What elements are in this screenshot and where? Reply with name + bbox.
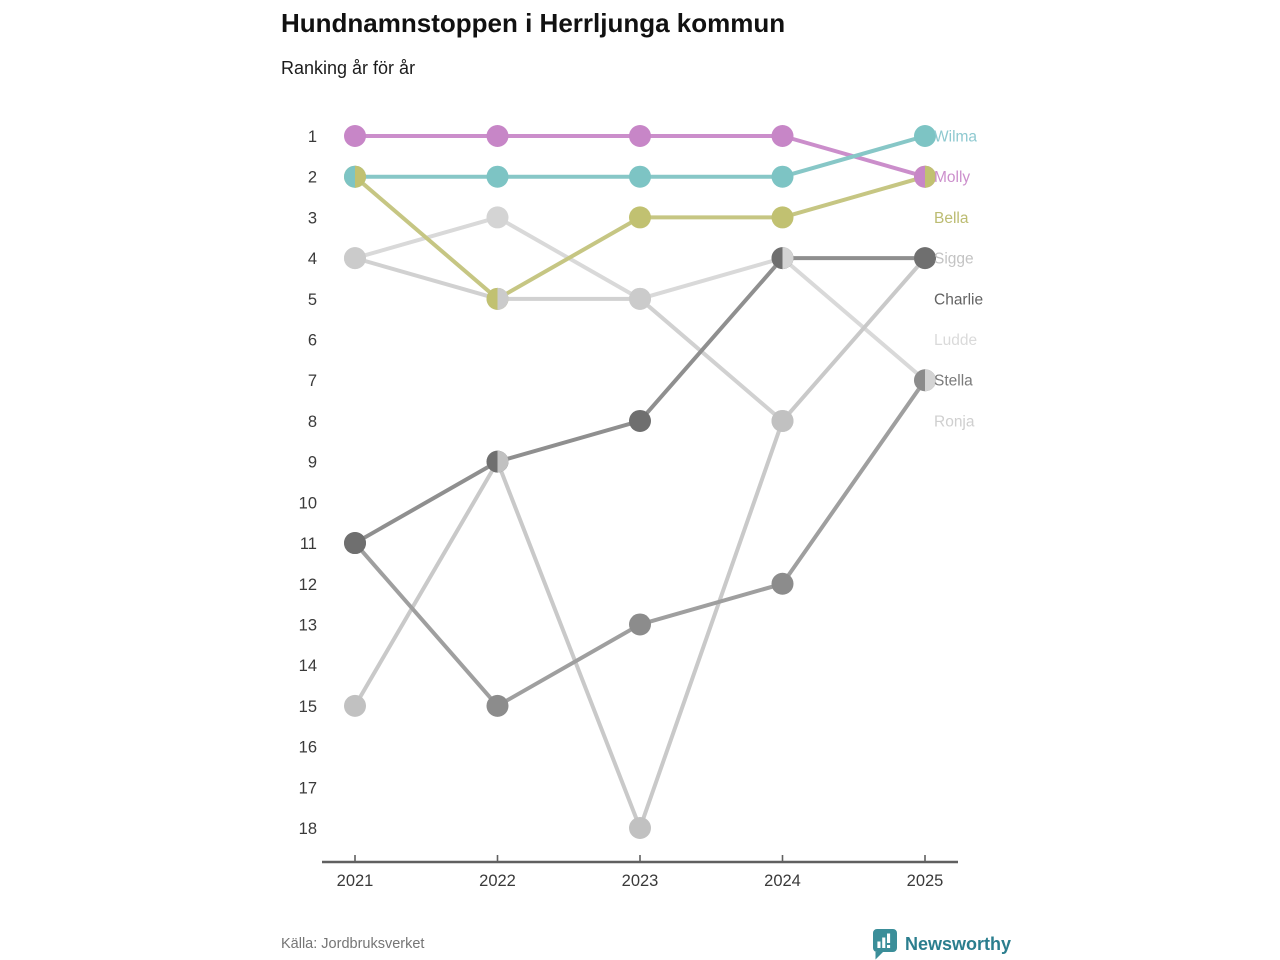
y-axis-tick-label: 7 [307, 372, 317, 391]
series-dot-sigge [772, 410, 794, 432]
series-dot-ludde [487, 206, 509, 228]
series-dot-molly [487, 125, 509, 147]
series-label-ludde: Ludde [934, 332, 978, 350]
series-label-wilma: Wilma [934, 128, 978, 146]
y-axis-tick-label: 11 [299, 535, 317, 554]
series-label-bella: Bella [934, 209, 969, 227]
tie-half-dot-sigge [498, 451, 509, 473]
series-dot-sigge [629, 817, 651, 839]
series-dot-ronja [344, 247, 366, 269]
series-dot-bella [772, 206, 794, 228]
series-dot-stella [772, 573, 794, 595]
series-dot-sigge [344, 695, 366, 717]
series-line-sigge [355, 258, 925, 828]
series-dot-wilma [487, 166, 509, 188]
series-label-stella: Stella [934, 372, 973, 390]
y-axis-tick-label: 2 [307, 168, 317, 187]
brand-name: Newsworthy [905, 934, 1012, 954]
y-axis-tick-label: 4 [307, 250, 317, 269]
series-label-molly: Molly [934, 169, 971, 187]
y-axis-tick-label: 18 [298, 820, 317, 839]
x-axis-tick-label: 2023 [621, 872, 659, 890]
y-axis-tick-label: 8 [307, 412, 317, 431]
y-axis-tick-label: 6 [307, 331, 317, 350]
y-axis-tick-label: 17 [298, 779, 317, 798]
series-dot-charlie [914, 247, 936, 269]
series-label-sigge: Sigge [934, 250, 974, 268]
series-label-ronja: Ronja [934, 413, 975, 431]
y-axis-tick-label: 15 [298, 697, 317, 716]
series-dot-wilma [914, 125, 936, 147]
series-dot-bella [629, 206, 651, 228]
series-dot-charlie [344, 532, 366, 554]
x-axis-tick-label: 2022 [479, 872, 516, 890]
series-line-ronja [355, 258, 783, 421]
x-axis-tick-label: 2024 [764, 872, 801, 890]
series-dot-stella [629, 613, 651, 635]
series-dot-wilma [772, 166, 794, 188]
newsworthy-logo [872, 929, 1011, 960]
series-dot-wilma [629, 166, 651, 188]
series-dot-molly [344, 125, 366, 147]
series-dot-molly [772, 125, 794, 147]
page-subtitle: Ranking år för år [281, 58, 416, 78]
series-dot-charlie [629, 410, 651, 432]
y-axis-tick-label: 14 [298, 657, 317, 676]
x-axis-tick-label: 2021 [336, 872, 374, 890]
y-axis-tick-label: 16 [298, 738, 317, 757]
y-axis-tick-label: 3 [307, 209, 317, 228]
y-axis-tick-label: 1 [307, 128, 317, 146]
tie-half-dot-ronja [498, 288, 509, 310]
x-axis-tick-label: 2025 [906, 872, 944, 890]
series-label-charlie: Charlie [934, 291, 984, 309]
y-axis-tick-label: 10 [298, 494, 317, 513]
y-axis-tick-label: 5 [307, 290, 317, 309]
y-axis-tick-label: 9 [307, 453, 317, 472]
y-axis-tick-label: 13 [298, 616, 317, 635]
series-dot-ronja [629, 288, 651, 310]
source-note: Källa: Jordbruksverket [281, 936, 425, 952]
bar-chart-speech-bubble-icon [872, 929, 897, 960]
y-axis-tick-label: 12 [298, 575, 317, 594]
page-title: Hundnamnstoppen i Herrljunga kommun [281, 8, 786, 38]
series-dot-stella [487, 695, 509, 717]
series-dot-molly [629, 125, 651, 147]
